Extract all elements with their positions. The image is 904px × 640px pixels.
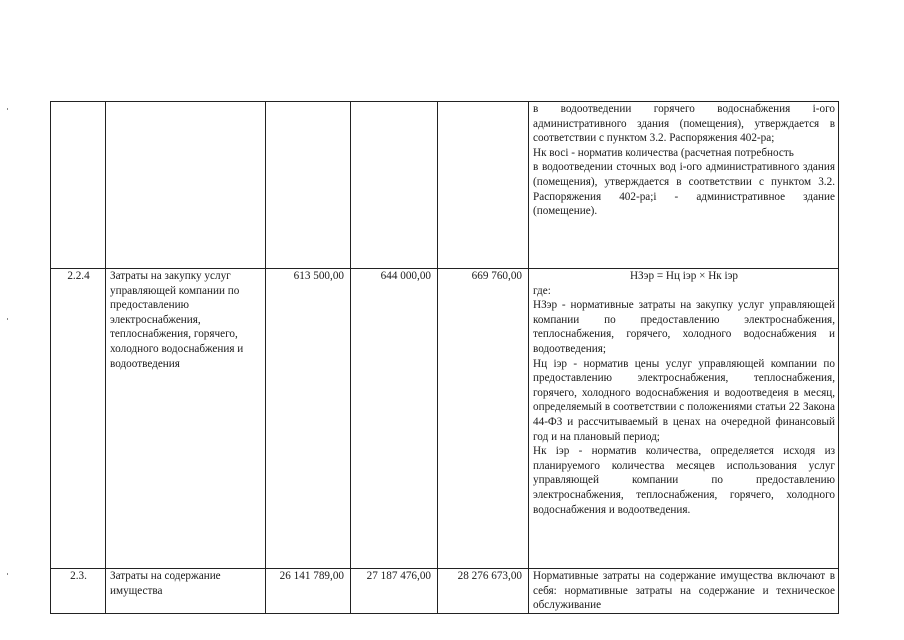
formula: НЗэр = Нц iэр × Нк iэр (629, 270, 739, 282)
row-value-year3: 28 276 673,00 (438, 569, 529, 614)
row-description (529, 569, 839, 614)
row-value-year1: 26 141 789,00 (266, 569, 351, 614)
row-code: 2.3. (51, 569, 106, 614)
description-paragraph: где: (533, 284, 551, 297)
row-value-year3: 669 760,00 (438, 269, 529, 569)
row-value-year3 (438, 102, 529, 269)
row-name: Затраты на закупку услуг управляющей компании по предоставлению электроснабжения, теплоснабжения, горячего, холодного водоснабжения и водоотведения (106, 269, 266, 569)
row-description (529, 102, 839, 269)
row-value-year1: 613 500,00 (266, 269, 351, 569)
scan-mark (7, 318, 8, 320)
row-code (51, 102, 106, 269)
scan-mark (7, 108, 8, 110)
description-paragraph: в водоотведении сточных вод i-ого административного здания (помещения), утверждается в соответствии с пунктом 3.2. Распоряжения 402-ра;i - административное здание (помещение). (533, 161, 835, 218)
row-value-year2 (351, 102, 438, 269)
row-value-year2: 27 187 476,00 (351, 569, 438, 614)
table-row (51, 569, 839, 614)
description-paragraph: Нк iэр - норматив количества, определяется исходя из планируемого количества месяцев использования услуг управляющей компании по предоставлению электроснабжения, теплоснабжения, горячего, холодного водоснабжения и водоотведения. (533, 445, 835, 516)
description-paragraph: Нк восі - норматив количества (расчетная потребность (533, 146, 794, 159)
row-code: 2.2.4 (51, 269, 106, 569)
table-row (51, 269, 839, 569)
description-paragraph: НЗэр - нормативные затраты на закупку услуг управляющей компании по предоставлению электроснабжения, теплоснабжения, горячего, холодного водоснабжения и водоотведения; (533, 299, 835, 355)
description-paragraph: в водоотведении горячего водоснабжения i-ого административного здания (помещения), утверждается в соответствии с пунктом 3.2. Распоряжения 402-ра; (533, 103, 835, 145)
scan-mark (7, 573, 8, 575)
row-value-year2: 644 000,00 (351, 269, 438, 569)
row-value-year1 (266, 102, 351, 269)
description-paragraph: Нц iэр - норматив цены услуг управляющей компании по предоставлению электроснабжения, теплоснабжения, горячего, холодного водоснабжения и водоотведеия в месяц, определяемый в соответствии с положениями статьи 22 Закона 44-ФЗ и рассчитываемый в ценах на очередной финансовый год и на плановый период; (533, 357, 835, 443)
cost-table (50, 101, 839, 614)
description-paragraph: Нормативные затраты на содержание имущества включают в себя: нормативные затраты на содержание и техническое обслуживание (533, 570, 835, 612)
table-row (51, 102, 839, 269)
row-name: Затраты на содержание имущества (106, 569, 266, 614)
row-name (106, 102, 266, 269)
row-description (529, 269, 839, 569)
